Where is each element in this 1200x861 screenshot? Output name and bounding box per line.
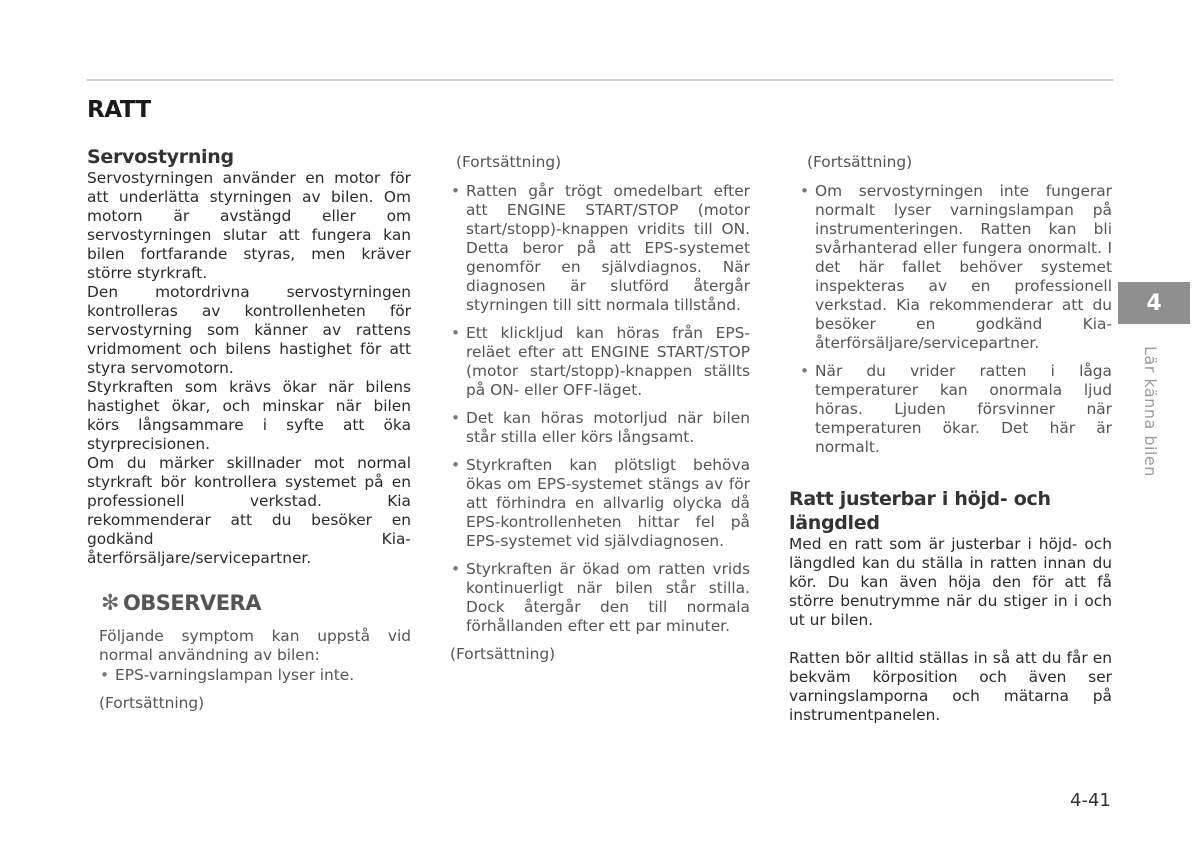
list-item: • Det kan höras motorljud när bilen står stilla eller körs långsamt.	[450, 409, 750, 447]
symptom-list	[789, 182, 1112, 457]
symptom-list	[450, 182, 750, 636]
list-item: • EPS-varningslampan lyser inte.	[99, 666, 411, 685]
list-item: • Styrkraften är ökad om ratten vrids kontinuerligt när bilen står stilla. Dock återgår den till normala förhållanden efter ett par minuter.	[450, 560, 750, 636]
list-item: • Styrkraften kan plötsligt behöva ökas om EPS-systemet stängs av för att förhindra en allvarlig olycka då EPS-kontrollenheten hittar fel på EPS-systemet vid självdiagnosen.	[450, 456, 750, 551]
paragraph: Servostyrningen använder en motor för att underlätta styrningen av bilen. Om motorn är avstängd eller om servostyrningen slutar att fungera kan bilen fortfarande styras, men kräver större styrkraft.	[87, 169, 411, 282]
list-item: • När du vrider ratten i låga temperaturer kan onormala ljud höras. Ljuden försvinner när temperaturen ökar. Det här är normalt.	[799, 362, 1112, 457]
paragraph: Den motordrivna servostyrningen kontrolleras av kontrollenheten för servostyrning som känner av rattens vridmoment och bilens hastighet för att styra servomotorn.	[87, 283, 411, 377]
section-heading-servostyrning: Servostyrning	[87, 146, 234, 168]
page-title: RATT	[87, 97, 151, 123]
page-number: 4-41	[1070, 790, 1111, 811]
header-rule	[87, 79, 1113, 81]
asterisk-icon: ✻	[101, 591, 119, 616]
column-1	[87, 145, 411, 723]
note-intro: Följande symptom kan uppstå vid normal användning av bilen:	[99, 627, 411, 664]
continued-label: (Fortsättning)	[450, 645, 556, 663]
continued-label: (Fortsättning)	[456, 153, 562, 171]
list-item: • Ratten går trögt omedelbart efter att ENGINE START/STOP (motor start/stopp)-knappen vridits till ON. Detta beror på att EPS-systemet genomför en självdiagnos. När diagnosen är slutförd återgår styrningen till sitt normala tillstånd.	[450, 182, 750, 315]
note-heading	[101, 591, 411, 616]
column-2	[450, 153, 750, 674]
paragraph: Ratten bör alltid ställas in så att du får en bekväm körposition och även ser varningslamporna och mätarna på instrumentpanelen.	[789, 649, 1112, 724]
continued-label: (Fortsättning)	[807, 153, 913, 171]
note-body	[99, 627, 411, 713]
column-3	[789, 153, 1112, 725]
paragraph: Om du märker skillnader mot normal styrkraft bör kontrollera systemet på en professionell verkstad. Kia rekommenderar att du besöker en godkänd Kia-återförsäljare/servicepartner.	[87, 454, 411, 567]
list-item: • Om servostyrningen inte fungerar normalt lyser varningslampan på instrumenteringen. Ratten kan bli svårhanterad eller fungera onormalt. I det här fallet behöver systemet inspekteras av en professionell verkstad. Kia rekommenderar att du besöker en godkänd Kia-återförsäljare/servicepartner.	[799, 182, 1112, 353]
chapter-title: Lär känna bilen	[1141, 346, 1160, 477]
section-heading-ratt-justerbar: Ratt justerbar i höjd- och längdled	[789, 488, 1051, 534]
chapter-tab: 4	[1118, 282, 1190, 324]
continued-label: (Fortsättning)	[99, 694, 205, 712]
note-bullet-list	[99, 666, 411, 685]
note-title: OBSERVERA	[122, 591, 261, 615]
list-item: • Ett klickljud kan höras från EPS-reläet efter att ENGINE START/STOP (motor start/stopp)-knappen ställts på ON- eller OFF-läget.	[450, 324, 750, 400]
paragraph: Med en ratt som är justerbar i höjd- och längdled kan du ställa in ratten innan du kör. Du kan även höja den för att få större benutrymme när du stiger in i och ut ur bilen.	[789, 535, 1112, 629]
paragraph: Styrkraften som krävs ökar när bilens hastighet ökar, och minskar när bilen körs långsammare i syfte att öka styrprecisionen.	[87, 378, 411, 453]
